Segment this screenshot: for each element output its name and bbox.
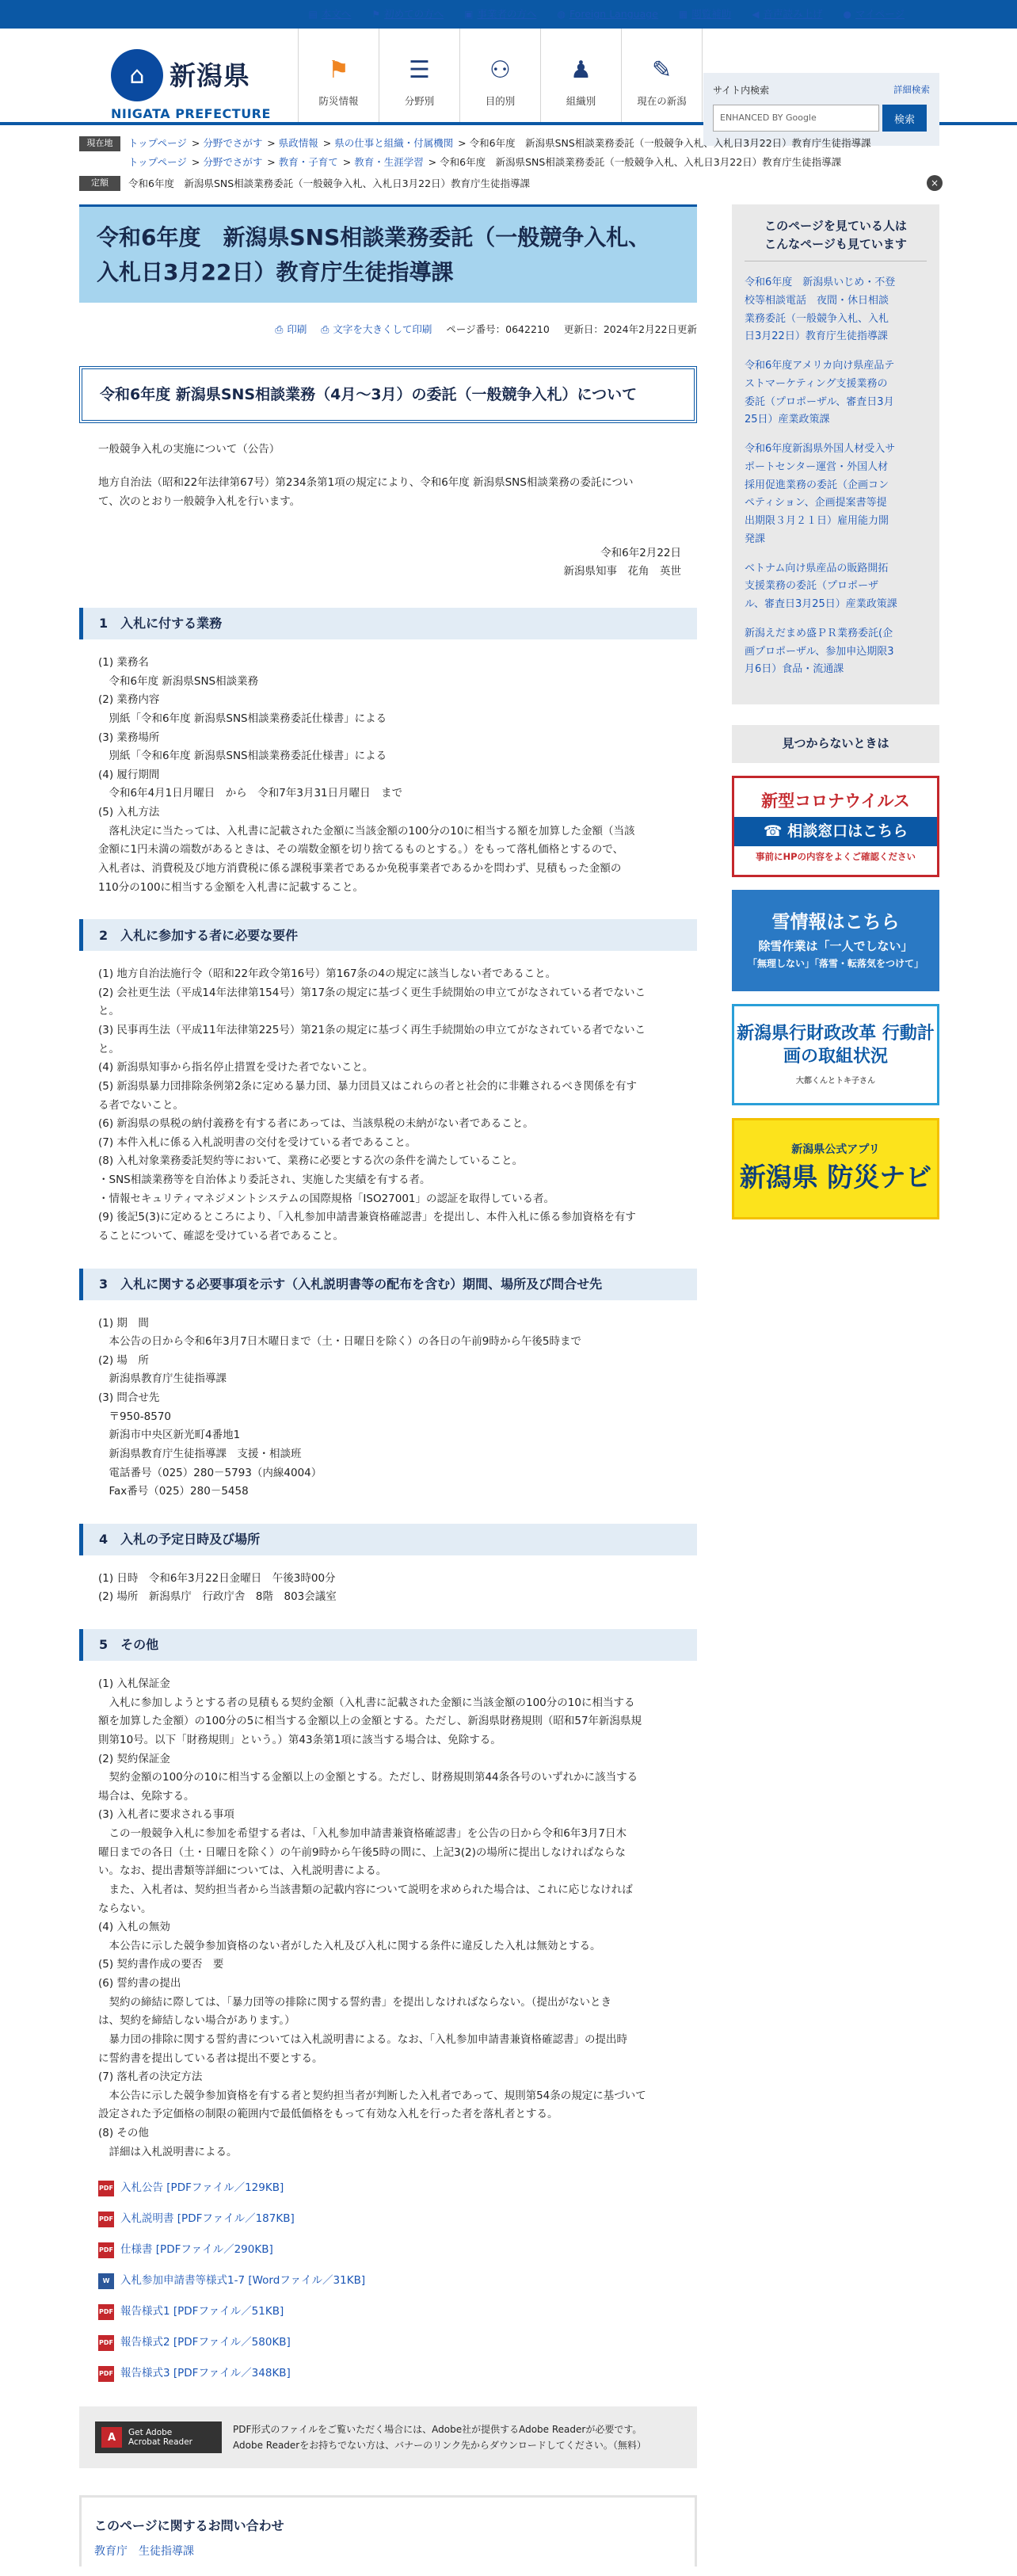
text-line: ポートセンター運営・外国人材 bbox=[745, 460, 889, 473]
text-line: 110分の100に相当する金額を入札書に記載すること。 bbox=[98, 880, 364, 894]
content-heading: 令和6年度 新潟県SNS相談業務（4月～3月）の委託（一般競争入札）について bbox=[79, 366, 697, 423]
breadcrumb-link[interactable]: 教育・子育て bbox=[278, 156, 338, 168]
text-line: (3) 問合せ先 bbox=[98, 1391, 160, 1405]
organization-icon: ♟ bbox=[570, 56, 592, 85]
user-icon: ● bbox=[843, 8, 851, 20]
main-content bbox=[79, 204, 697, 2566]
text-line: 新潟えだまめ盛ＰＲ業務委託(企 bbox=[745, 627, 893, 639]
attachment-list bbox=[79, 2173, 697, 2389]
text-line: 出期限３月２１日）雇用能力開 bbox=[745, 515, 889, 527]
text-line: 日3月22日）教育庁生徒指導課 bbox=[745, 330, 888, 343]
section-1-body bbox=[98, 654, 697, 897]
text-line: ペティション、企画提案書等提 bbox=[745, 497, 887, 509]
text-line: (5) 新潟県暴力団排除条例第2条に定める暴力団、暴力団員又はこれらの者と社会的に非難されるべき関係を有す bbox=[98, 1079, 638, 1093]
related-page-link[interactable] bbox=[745, 274, 927, 346]
briefcase-icon: ▣ bbox=[464, 8, 474, 20]
adobe-reader-banner[interactable]: A Get Adobe Acrobat Reader bbox=[95, 2421, 222, 2453]
text-line: ストマーケティング支援業務の bbox=[745, 377, 888, 390]
section-heading-3: 3 入札に関する必要事項を示す（入札説明書等の配布を含む）期間、場所及び問合せ先 bbox=[79, 1269, 697, 1300]
text-line: る者でないこと。 bbox=[98, 1098, 184, 1112]
prefecture-emblem-icon: ⌂ bbox=[111, 49, 163, 101]
text-line: 〒950-8570 bbox=[98, 1410, 171, 1423]
breadcrumb-tag: 現在地 bbox=[79, 136, 120, 151]
related-pages-title: このページを見ている人は こんなページも見ています bbox=[745, 217, 927, 261]
text-line: い。なお、提出書類等詳細については、入札説明書による。 bbox=[98, 1864, 387, 1878]
text-line: 月6日）食品・流通課 bbox=[745, 663, 844, 676]
pdf-icon: PDF bbox=[98, 2366, 114, 2382]
gnav-purpose[interactable]: ⚇ 目的別 bbox=[460, 29, 541, 122]
gnav-current-niigata[interactable]: ✎ 現在の新潟 bbox=[622, 29, 703, 122]
text-line: (2) 会社更生法（平成14年法律第154号）第17条の規定に基づく更生手続開始の申立てがなされている者でないこ bbox=[98, 986, 646, 999]
text-line: (8) 入札対象業務委託契約等において、業務に必要とする次の条件を満たしていること。 bbox=[98, 1154, 524, 1168]
breadcrumb-link[interactable]: トップページ bbox=[128, 156, 187, 168]
site-logo[interactable] bbox=[111, 49, 271, 121]
text-line: (1) 地方自治法施行令（昭和22年政令第16号）第167条の4の規定に該当しない者であること。 bbox=[98, 967, 557, 981]
util-skip-link[interactable]: ▤ 本文へ bbox=[308, 6, 351, 22]
attachment-link[interactable]: PDF 報告様式2 [PDFファイル／580KB] bbox=[98, 2327, 697, 2358]
gnav-disaster[interactable]: ⚑ 防災情報 bbox=[299, 29, 379, 122]
text-line: 契約金額の100分の10に相当する金額以上の金額とする。ただし、財務規則第44条各号のいずれかに該当する bbox=[98, 1771, 638, 1784]
attachment-link[interactable]: PDF 報告様式1 [PDFファイル／51KB] bbox=[98, 2296, 697, 2327]
text-line: (4) 履行期間 bbox=[98, 768, 160, 781]
text-line: (6) 誓約書の提出 bbox=[98, 1977, 181, 1990]
attachment-link[interactable]: PDF 入札公告 [PDFファイル／129KB] bbox=[98, 2173, 697, 2204]
text-line: 発課 bbox=[745, 532, 766, 545]
breadcrumb-link[interactable]: 教育・生涯学習 bbox=[354, 156, 424, 168]
global-nav bbox=[298, 29, 703, 122]
advanced-search-link[interactable]: 詳細検索 bbox=[893, 84, 930, 95]
text-line: と。 bbox=[98, 1005, 120, 1018]
gnav-category[interactable]: ☰ 分野別 bbox=[379, 29, 460, 122]
pdf-icon: PDF bbox=[98, 2242, 114, 2258]
breadcrumb-link[interactable]: トップページ bbox=[128, 137, 187, 149]
section-heading-1: 1 入札に付する業務 bbox=[79, 608, 697, 639]
text-line: 電話番号（025）280－5793（内線4004） bbox=[98, 1466, 322, 1479]
text-line: また、入札者は、契約担当者から当該書類の記載内容について説明を求められた場合は、これに応じなければ bbox=[98, 1883, 633, 1896]
section-heading-4: 4 入札の予定日時及び場所 bbox=[79, 1524, 697, 1555]
text-line: ル、審査日3月25日）産業政策課 bbox=[745, 598, 897, 610]
not-found-heading: 見つからないときは bbox=[732, 725, 939, 763]
text-line: 令和6年度 新潟県いじめ・不登 bbox=[745, 277, 896, 288]
text-line: (1) 日時 令和6年3月22日金曜日 午後3時00分 bbox=[98, 1571, 336, 1585]
breadcrumb-link[interactable]: 分野でさがす bbox=[203, 156, 263, 168]
related-pages-box bbox=[732, 204, 939, 704]
text-line: (6) 新潟県の県税の納付義務を有する者にあっては、当該県税の未納がない者であること。 bbox=[98, 1117, 534, 1131]
text-line: と。 bbox=[98, 1042, 120, 1055]
fixed-text: 令和6年度 新潟県SNS相談業務委託（一般競争入札、入札日3月22日）教育庁生徒指導課 bbox=[128, 177, 531, 189]
print-button[interactable]: ⎙ 印刷 bbox=[275, 321, 307, 338]
text-line: (4) 新潟県知事から指名停止措置を受けた者でないこと。 bbox=[98, 1061, 374, 1074]
logo-name: 新潟県 bbox=[170, 60, 250, 91]
text-line: (3) 業務場所 bbox=[98, 731, 160, 744]
contact-title: このページに関するお問い合わせ bbox=[94, 2518, 284, 2534]
utility-bar bbox=[0, 0, 1017, 29]
text-line: 則第10号。以下「財務規則」という。）第43条第1項に該当する場合は、免除する。 bbox=[98, 1733, 501, 1746]
text-line: 新潟市中央区新光町4番地1 bbox=[98, 1429, 241, 1442]
pdf-icon: PDF bbox=[98, 2212, 114, 2227]
purpose-icon: ⚇ bbox=[489, 56, 511, 85]
intro-text: 地方自治法（昭和22年法律第67号）第234条第1項の規定により、令和6年度 新潟県SNS相談業務の委託につい て、次のとおり一般競争入札を行います。 bbox=[98, 475, 634, 508]
section-3-body bbox=[98, 1315, 697, 1502]
related-page-link[interactable] bbox=[745, 441, 927, 549]
text-line: 契約の締結に際しては、「暴力団等の排除に関する誓約書」を提出しなければならない。（提出がないとき bbox=[98, 1995, 611, 2009]
sidebar bbox=[732, 204, 939, 1219]
text-line: 詳細は入札説明書による。 bbox=[98, 2145, 238, 2158]
text-line: ベトナム向け県産品の販路開拓 bbox=[745, 562, 889, 574]
text-line: ならない。 bbox=[98, 1902, 152, 1915]
text-line: ・SNS相談業務等を自治体より委託され、実施した実績を有する者。 bbox=[98, 1174, 431, 1187]
acrobat-icon: A bbox=[101, 2427, 122, 2448]
section-heading-2: 2 入札に参加する者に必要な要件 bbox=[79, 919, 697, 951]
category-icon: ☰ bbox=[409, 56, 430, 85]
accessibility-icon: ▦ bbox=[678, 8, 688, 20]
text-line: 別紙「令和6年度 新潟県SNS相談業務委託仕様書」による bbox=[98, 712, 387, 725]
breadcrumb-link[interactable]: 県政情報 bbox=[278, 137, 318, 149]
text-line: 採用促進業務の委託（企画コン bbox=[745, 479, 889, 491]
text-line: (9) 後記5(3)に定めるところにより、「入札参加申請書兼資格確認書」を提出し、本件入札に係る参加資格を有す bbox=[98, 1211, 636, 1224]
text-line: (5) 契約書作成の要否 要 bbox=[98, 1958, 224, 1971]
printer-icon: ⎙ bbox=[321, 323, 329, 336]
adobe-reader-notice bbox=[79, 2406, 697, 2468]
notice-date: 令和6年2月22日 bbox=[600, 547, 681, 560]
attachment-link[interactable]: PDF 報告様式3 [PDFファイル／348KB] bbox=[98, 2358, 697, 2389]
section-4-body bbox=[98, 1570, 697, 1607]
text-line: (5) 入札方法 bbox=[98, 806, 160, 819]
text-line: Fax番号（025）280－5458 bbox=[98, 1485, 249, 1498]
text-line: 金額に1円未満の端数があるときは、その端数金額を切り捨てるものとする。）をもって落札価格とするので、 bbox=[98, 843, 624, 857]
text-line: は、契約を締結しない場合があります。） bbox=[98, 2014, 295, 2028]
text-line: に誓約書を提出している者は提出不要とする。 bbox=[98, 2051, 323, 2065]
globe-icon: ◍ bbox=[557, 8, 566, 20]
util-business-link[interactable]: ▣ 事業者の方へ bbox=[464, 6, 536, 22]
related-page-link[interactable] bbox=[745, 625, 927, 679]
text-line: 設定された予定価格の制限の範囲内で最低価格をもって有効な入札を行った者を落札者とする。 bbox=[98, 2108, 558, 2121]
close-icon[interactable]: × bbox=[927, 175, 943, 191]
text-line: 別紙「令和6年度 新潟県SNS相談業務委託仕様書」による bbox=[98, 750, 387, 763]
page-tools bbox=[79, 320, 697, 339]
util-mypage-link[interactable]: ● マイページ bbox=[844, 6, 905, 22]
text-line: 令和6年度アメリカ向け県産品テ bbox=[745, 360, 895, 372]
page-number: ページ番号：0642210 bbox=[446, 323, 550, 336]
text-line: 委託（プロポーザル、審査日3月 bbox=[745, 395, 894, 408]
search-label: サイト内検索 bbox=[713, 85, 770, 96]
attachment-link[interactable]: W 入札参加申請書等様式1-7 [Wordファイル／31KB] bbox=[98, 2265, 697, 2296]
disaster-icon: ⚑ bbox=[328, 56, 349, 85]
text-line: (8) その他 bbox=[98, 2127, 149, 2140]
page-icon: ▤ bbox=[308, 8, 318, 20]
notice-signer: 新潟県知事 花角 英世 bbox=[563, 565, 681, 578]
breadcrumb bbox=[79, 135, 943, 173]
util-accessibility-link[interactable]: ▦ 閲覧補助 bbox=[679, 6, 731, 22]
speaker-icon: ◀ bbox=[752, 8, 760, 20]
disaster-navi-banner[interactable]: 新潟県公式アプリ 新潟県 防災ナビ bbox=[732, 1118, 939, 1219]
map-icon: ✎ bbox=[651, 56, 672, 85]
print-large-button[interactable]: ⎙ 文字を大きくして印刷 bbox=[321, 321, 432, 338]
text-line: 場合は、免除する。 bbox=[98, 1789, 195, 1803]
text-line: 令和6年度新潟県外国人材受入サ bbox=[745, 443, 896, 455]
fixed-notice bbox=[79, 175, 943, 192]
attachment-link[interactable]: PDF 仕様書 [PDFファイル／290KB] bbox=[98, 2234, 697, 2265]
breadcrumb-trail-2: トップページ > 分野でさがす > 教育・子育て > 教育・生涯学習 > 令和6年度 新潟県SNS相談業務委託（一般競争入札、入札日3月22日）教育庁生徒指導課 bbox=[128, 156, 842, 168]
breadcrumb-link[interactable]: 県の仕事と組織・付属機関 bbox=[334, 137, 454, 149]
text-line: (3) 民事再生法（平成11年法律第225号）第21条の規定に基づく再生手続開始の申立てがなされている者でないこ bbox=[98, 1024, 646, 1037]
related-page-link[interactable] bbox=[745, 560, 927, 614]
gnav-organization[interactable]: ♟ 組織別 bbox=[541, 29, 622, 122]
breadcrumb-current: 令和6年度 新潟県SNS相談業務委託（一般競争入札、入札日3月22日）教育庁生徒指導課 bbox=[440, 156, 842, 168]
section-5-body bbox=[98, 1675, 697, 2162]
snow-info-banner[interactable]: 雪情報はこちら 除雪作業は「一人でしない」 「無理しない」「落雪・転落気をつけて」 bbox=[732, 890, 939, 991]
text-line: 令和6年度 新潟県SNS相談業務 bbox=[98, 674, 259, 688]
util-foreign-language-link[interactable]: ◍ Foreign Language bbox=[557, 6, 657, 22]
pdf-icon: PDF bbox=[98, 2181, 114, 2196]
text-line: ることについて、確認を受けている者であること。 bbox=[98, 1229, 344, 1242]
breadcrumb-trail-1: トップページ > 分野でさがす > 県政情報 > 県の仕事と組織・付属機関 > 令和6年度 新潟県SNS相談業務委託（一般競争入札、入札日3月22日）教育庁生徒指導課 bbox=[128, 137, 871, 149]
text-line: 額を加算した金額）の100分の5に相当する金額以上の金額とする。ただし、新潟県財務規則（昭和57年新潟県規 bbox=[98, 1715, 642, 1728]
text-line: 入札者は、消費税及び地方消費税に係る課税事業者であるか免税事業者であるかを問わず、見積もった金額の bbox=[98, 861, 622, 875]
text-line: 本公告の日から令和6年3月7日木曜日まで（土・日曜日を除く）の各日の午前9時から午後5時まで bbox=[98, 1335, 581, 1349]
word-icon: W bbox=[98, 2273, 114, 2289]
search-button[interactable]: 検索 bbox=[882, 105, 927, 132]
pdf-icon: PDF bbox=[98, 2335, 114, 2351]
contact-box bbox=[79, 2495, 697, 2566]
site-header bbox=[0, 29, 1017, 125]
text-line: (7) 落札者の決定方法 bbox=[98, 2070, 203, 2084]
text-line: 曜日までの各日（土・日曜日を除く）の午前9時から午後5時の間に、上記3(2)の場所に提出しなければならな bbox=[98, 1845, 626, 1859]
text-line: 画プロポーザル、参加申込期限3 bbox=[745, 645, 894, 658]
text-line: (2) 場 所 bbox=[98, 1353, 149, 1367]
text-line: 新潟県教育庁生徒指導課 支援・相談班 bbox=[98, 1447, 302, 1460]
attachment-link[interactable]: PDF 入札説明書 [PDFファイル／187KB] bbox=[98, 2204, 697, 2234]
util-voice-reader-link[interactable]: ◀ 音声読み上げ bbox=[752, 6, 822, 22]
related-page-link[interactable] bbox=[745, 357, 927, 429]
text-line: (3) 入札者に要求される事項 bbox=[98, 1808, 234, 1822]
text-line: 本公告に示した競争参加資格を有する者と契約担当者が判断した入札者であって、規則第54条の規定に基づいて bbox=[98, 2089, 646, 2102]
text-line: 新潟県教育庁生徒指導課 bbox=[98, 1372, 227, 1386]
logo-en: NIIGATA PREFECTURE bbox=[111, 106, 271, 121]
text-line: ・情報セキュリティマネジメントシステムの国際規格「ISO27001」の認証を取得している者。 bbox=[98, 1192, 555, 1205]
text-line: 入札に参加しようとする者の見積もる契約金額（入札書に記載された金額に当該金額の100分の10に相当する bbox=[98, 1696, 635, 1709]
admin-reform-banner[interactable]: 新潟県行財政改革 行動計画の取組状況 大都くんとトキ子さん bbox=[732, 1004, 939, 1105]
text-line: (1) 期 間 bbox=[98, 1316, 149, 1330]
text-line: (2) 場所 新潟県庁 行政庁舎 8階 803会議室 bbox=[98, 1590, 337, 1604]
fixed-tag: 定額 bbox=[79, 176, 120, 191]
text-line: 業務委託（一般競争入札、入札 bbox=[745, 312, 889, 325]
text-line: (2) 契約保証金 bbox=[98, 1752, 170, 1765]
flag-icon: ⚑ bbox=[371, 8, 381, 20]
text-line: (4) 入札の無効 bbox=[98, 1921, 170, 1934]
text-line: この一般競争入札に参加を希望する者は、「入札参加申請書兼資格確認書」を公告の日から令和6年3月7日木 bbox=[98, 1827, 627, 1841]
text-line: (7) 本件入札に係る入札説明書の交付を受けている者であること。 bbox=[98, 1135, 417, 1149]
text-line: 令和6年4月1日月曜日 から 令和7年3月31日月曜日 まで bbox=[98, 787, 403, 800]
printer-icon: ⎙ bbox=[275, 323, 284, 336]
section-heading-5: 5 その他 bbox=[79, 1629, 697, 1661]
contact-department-link[interactable]: 教育庁 生徒指導課 bbox=[94, 2545, 194, 2559]
text-line: 暴力団の排除に関する誓約書については入札説明書による。なお、「入札参加申請書兼資格確認書」の提出時 bbox=[98, 2032, 627, 2046]
text-line: 本公告に示した競争参加資格のない者がした入札及び入札に関する条件に違反した入札は無効とする。 bbox=[98, 1939, 601, 1952]
section-2-body bbox=[98, 965, 697, 1246]
text-line: 落札決定に当たっては、入札書に記載された金額に当該金額の100分の10に相当する額を加算した金額（当該 bbox=[98, 824, 635, 838]
pdf-icon: PDF bbox=[98, 2304, 114, 2320]
adobe-text: PDF形式のファイルをご覧いただく場合には、Adobe社が提供するAdobe Readerが必要です。 Adobe Readerをお持ちでない方は、バナーのリンク先からダウンロードしてください。（無料） bbox=[233, 2423, 646, 2452]
text-line: 校等相談電話 夜間・休日相談 bbox=[745, 294, 889, 307]
page-title: 令和6年度 新潟県SNS相談業務委託（一般競争入札、 入札日3月22日）教育庁生徒指導課 bbox=[79, 204, 697, 303]
intro-title: 一般競争入札の実施について（公告） bbox=[98, 443, 280, 456]
text-line: (1) 業務名 bbox=[98, 656, 149, 670]
text-line: 25日）産業政策課 bbox=[745, 414, 830, 426]
covid-banner[interactable]: 新型コロナウイルス ☎ 相談窓口はこちら 事前にHPの内容をよくご確認ください bbox=[732, 776, 939, 877]
search-input[interactable]: ENHANCED BY Google bbox=[713, 105, 879, 132]
updated-date: 更新日：2024年2月22日更新 bbox=[563, 323, 697, 336]
util-first-time-link[interactable]: ⚑ 初めての方へ bbox=[371, 6, 444, 22]
breadcrumb-current: 令和6年度 新潟県SNS相談業務委託（一般競争入札、入札日3月22日）教育庁生徒指導課 bbox=[469, 137, 871, 149]
text-line: 支援業務の委託（プロポーザ bbox=[745, 580, 879, 593]
text-line: (2) 業務内容 bbox=[98, 693, 160, 707]
text-line: (1) 入札保証金 bbox=[98, 1677, 170, 1691]
breadcrumb-link[interactable]: 分野でさがす bbox=[203, 137, 263, 149]
